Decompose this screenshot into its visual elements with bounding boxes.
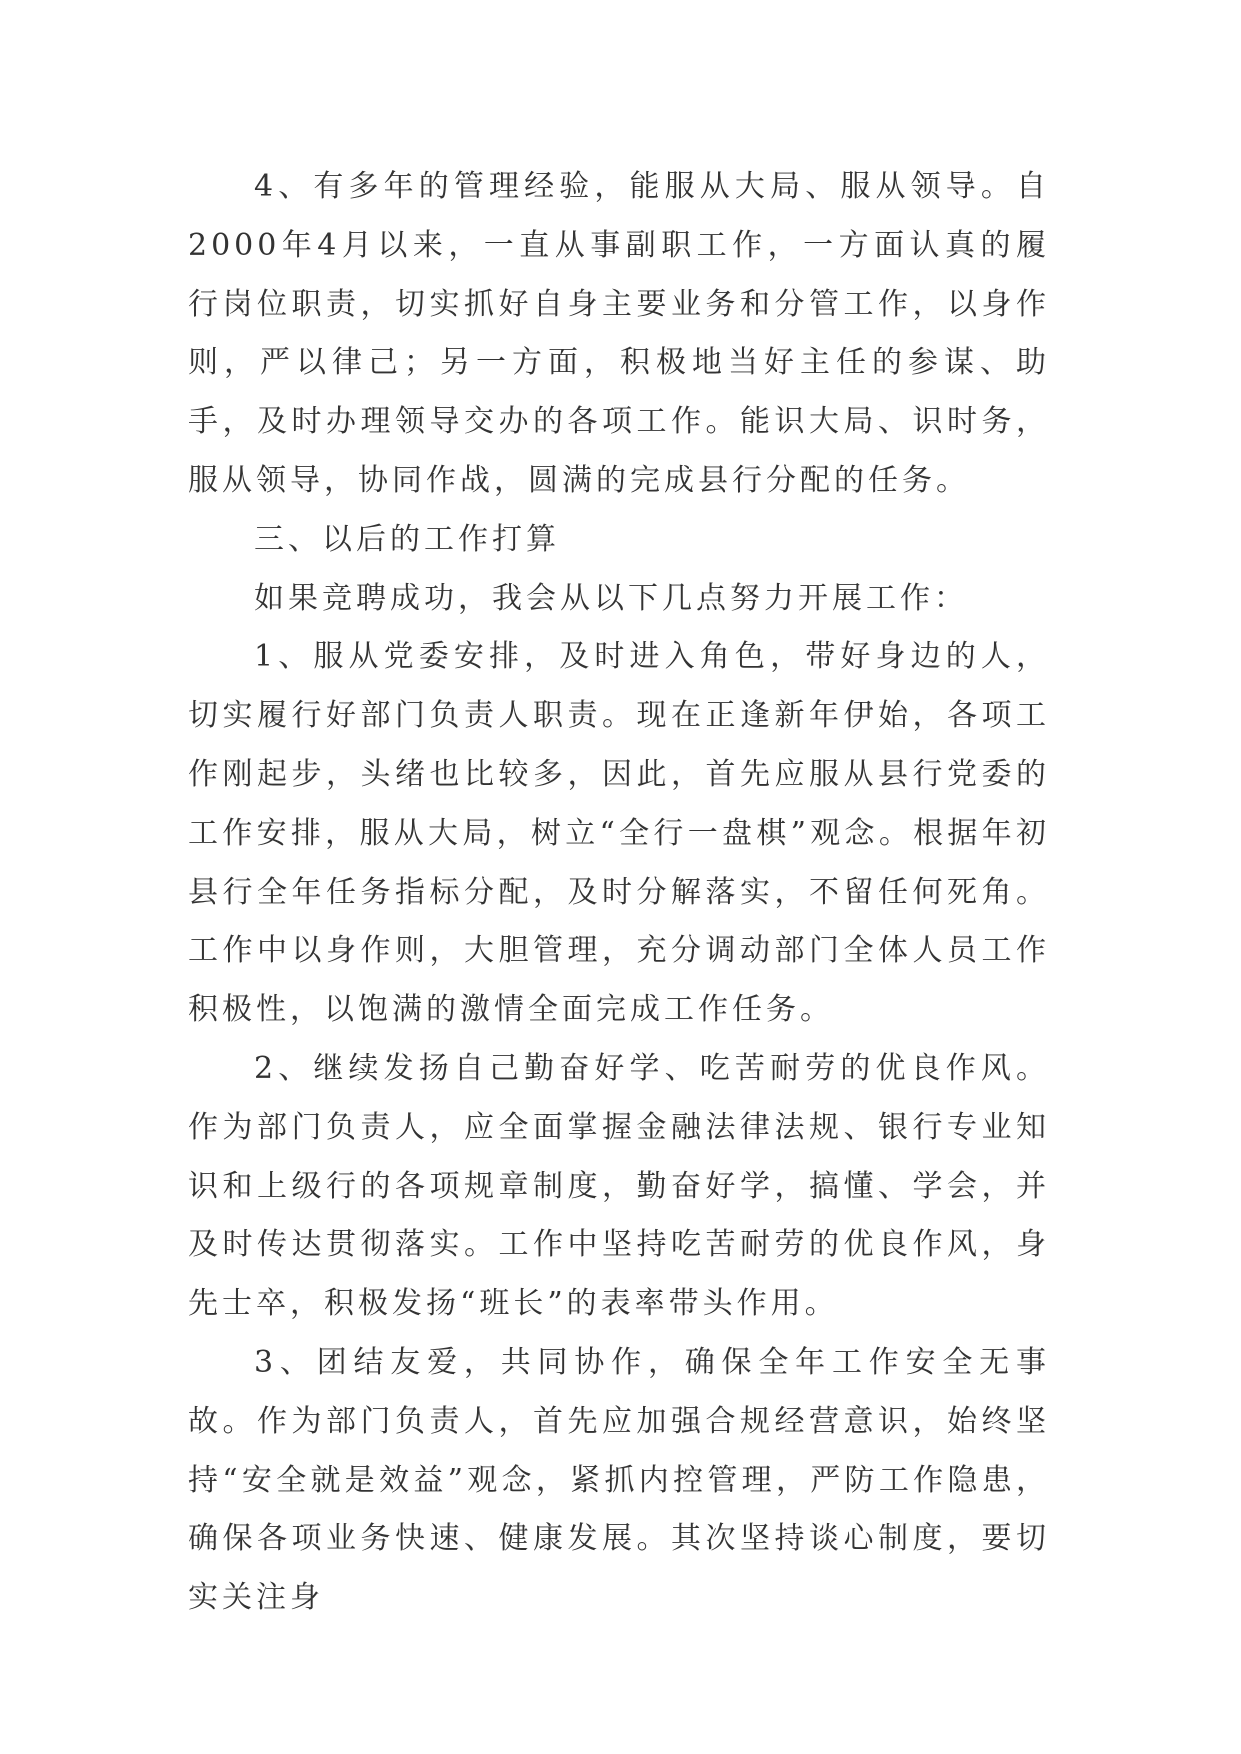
paragraph-plan-3: 3、团结友爱，共同协作，确保全年工作安全无事故。作为部门负责人，首先应加强合规经营意识，始终坚持“安全就是效益”观念，紧抓内控管理，严防工作隐患，确保各项业务快速、健康发展。其次坚持谈心制度，要切实关注身	[188, 1344, 1050, 1616]
paragraph-plan-2: 2、继续发扬自己勤奋好学、吃苦耐劳的优良作风。作为部门负责人，应全面掌握金融法律法规、银行专业知识和上级行的各项规章制度，勤奋好学，搞懂、学会，并及时传达贯彻落实。工作中坚持吃苦耐劳的优良作风，身先士卒，积极发扬“班长”的表率带头作用。	[188, 1050, 1050, 1322]
paragraph-plan-1: 1、服从党委安排，及时进入角色，带好身边的人，切实履行好部门负责人职责。现在正逢新年伊始，各项工作刚起步，头绪也比较多，因此，首先应服从县行党委的工作安排，服从大局，树立“全行一盘棋”观念。根据年初县行全年任务指标分配，及时分解落实，不留任何死角。工作中以身作则，大胆管理，充分调动部门全体人员工作积极性，以饱满的激情全面完成工作任务。	[188, 639, 1050, 1028]
paragraph-intro-plans: 如果竞聘成功，我会从以下几点努力开展工作：	[254, 580, 968, 616]
document-body	[188, 158, 1050, 1628]
paragraph-management-experience: 4、有多年的管理经验，能服从大局、服从领导。自2000年4月以来，一直从事副职工作，一方面认真的履行岗位职责，切实抓好自身主要业务和分管工作，以身作则，严以律己；另一方面，积极地当好主任的参谋、助手，及时办理领导交办的各项工作。能识大局、识时务，服从领导，协同作战，圆满的完成县行分配的任务。	[188, 169, 1050, 498]
section-heading-future-plans: 三、以后的工作打算	[254, 521, 560, 557]
